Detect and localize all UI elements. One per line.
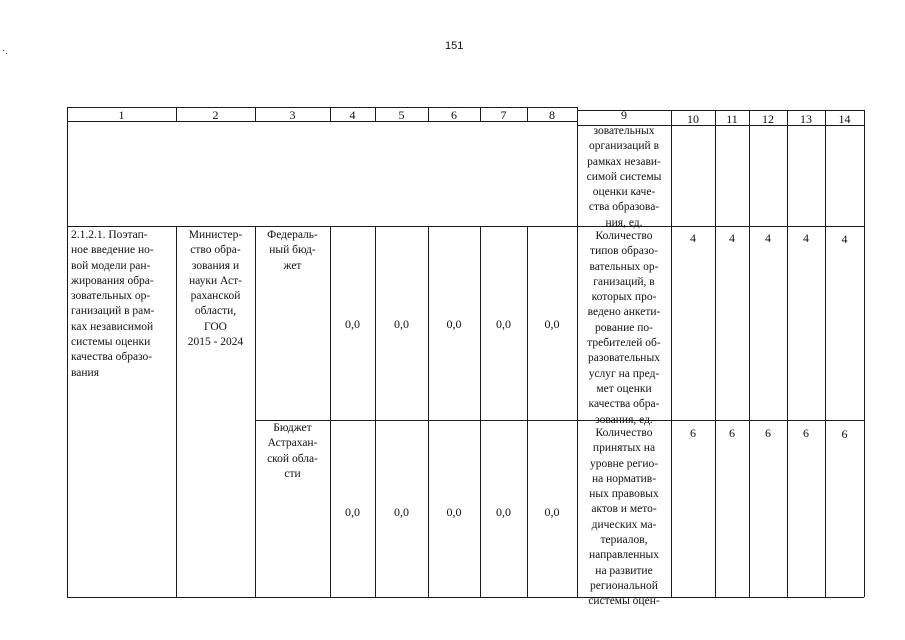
value-cell: 0,0 xyxy=(446,317,462,331)
target-cell: 4 xyxy=(841,232,848,246)
scan-artifact: ·. xyxy=(2,46,8,57)
activity-title: 2.1.2.1. Поэтап- ное введение но- вой модели ран- жирования обра- зовательных ор- ганизаций в рам- ках независимой системы оценки качества образо- вания xyxy=(71,229,155,379)
continuation-indicator: зовательных организаций в рамках незави- симой системы оценки каче- ства образова- ния, ед. xyxy=(586,125,662,229)
target-cell: 4 xyxy=(765,231,771,245)
value-cell: 0,0 xyxy=(544,317,560,331)
header-col-11: 11 xyxy=(726,112,738,126)
target-cell: 6 xyxy=(803,426,809,440)
value-cell: 0,0 xyxy=(446,505,462,519)
header-col-4: 4 xyxy=(349,108,356,122)
target-cell: 6 xyxy=(690,426,696,440)
header-col-14: 14 xyxy=(838,112,851,126)
target-cell: 4 xyxy=(729,231,735,245)
header-col-2: 2 xyxy=(212,108,219,122)
funding-source: Бюджет Астрахан- ской обла- сти xyxy=(267,422,318,480)
header-col-10: 10 xyxy=(687,112,699,126)
value-cell: 0,0 xyxy=(544,505,560,519)
header-col-3: 3 xyxy=(289,108,296,122)
value-cell: 0,0 xyxy=(496,505,511,519)
header-col-8: 8 xyxy=(549,108,555,122)
header-col-9: 9 xyxy=(621,108,627,122)
target-cell: 6 xyxy=(729,426,735,440)
funding-source: Федераль- ный бюд- жет xyxy=(267,229,318,272)
value-cell: 0,0 xyxy=(394,317,409,331)
target-cell: 4 xyxy=(690,231,696,245)
header-col-1: 1 xyxy=(118,108,125,122)
header-col-7: 7 xyxy=(500,108,507,122)
value-cell: 0,0 xyxy=(345,317,360,331)
value-cell: 0,0 xyxy=(345,505,360,519)
header-col-13: 13 xyxy=(800,112,812,126)
target-cell: 6 xyxy=(765,426,771,440)
header-col-6: 6 xyxy=(451,108,457,122)
page-number: 151 xyxy=(445,40,464,52)
header-col-12: 12 xyxy=(762,112,774,126)
value-cell: 0,0 xyxy=(394,505,409,519)
target-cell: 6 xyxy=(841,427,848,441)
indicator-text: Количество принятых на уровне регио- на норматив- ных правовых актов и мето- дических ма- териалов, направленных на развитие региональной системы оцен- xyxy=(588,427,660,608)
activity-executor: Министер- ство обра- зования и науки Аст- раханской области, ГОО 2015 - 2024 xyxy=(187,229,244,349)
header-col-5: 5 xyxy=(398,108,405,122)
value-cell: 0,0 xyxy=(496,317,511,331)
indicator-text: Количество типов образо- вательных ор- ганизаций, в которых про- ведено анкети- рование по- требителей об- разовательных услуг на пред- мет оценки качества обра- зования, ед. xyxy=(587,230,661,426)
target-cell: 4 xyxy=(803,231,809,245)
